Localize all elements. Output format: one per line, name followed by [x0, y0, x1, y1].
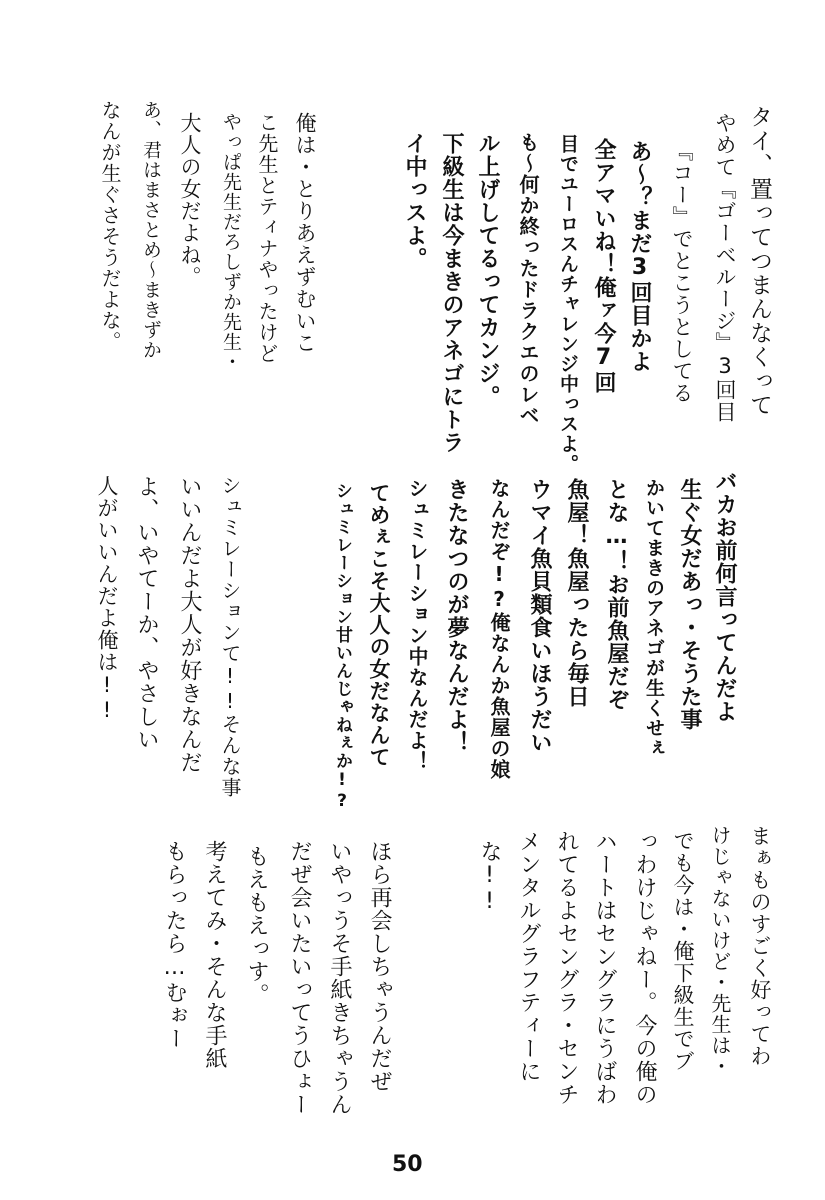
text-column: けじゃないけど・先生は・	[708, 825, 732, 1077]
text-column: も～何か終ったドラクエのレベ	[516, 132, 540, 426]
text-column: まぁものすごく好ってわ	[748, 825, 772, 1067]
text-column: なんだぞ!?俺なんか魚屋の娘	[487, 478, 511, 780]
text-column: 人がいいんだよ俺は!!	[95, 475, 119, 723]
text-column: てめぇこそ大人の女だなんて	[367, 482, 391, 768]
text-column: あ～？まだ3回目かよ	[627, 140, 652, 373]
text-column: な!!	[477, 840, 502, 915]
text-column: 考えてみ・そんな手紙	[202, 840, 227, 1070]
text-column: イ中っスよ。	[402, 132, 427, 270]
page-number: 50	[392, 1152, 423, 1177]
text-column: 全アマいね！俺ァ今7回	[591, 138, 616, 394]
text-column: 大人の女だよね。	[178, 112, 202, 288]
text-column: シュミレーション中なんだよ！	[405, 478, 429, 772]
text-column: もえもえっす。	[244, 845, 269, 1006]
text-column: ル上げしてるってカンジ。	[475, 132, 500, 408]
text-column: 生ぐ女だあっ・そうた事	[677, 478, 702, 731]
text-column: れてるよセングラ・センチ	[554, 830, 579, 1106]
text-column: シュミレーション甘いんじゃねぇか!?	[332, 482, 352, 812]
text-column: 俺は・とりあえずむいこ	[293, 112, 317, 354]
text-column: 魚屋！魚屋ったら毎日	[564, 478, 589, 708]
text-column: ほら再会しちゃうんだぜ	[367, 840, 392, 1093]
text-column: かいてまきのアネゴが生くせぇ	[643, 478, 665, 758]
text-column: ウマイ魚貝類食いほうだい	[527, 478, 552, 754]
text-column: やめて『ゴーベルージ』3回目	[713, 112, 737, 423]
text-column: きたなつのが夢なんだよ！	[444, 478, 469, 754]
text-column: でも今は・俺下級生でブ	[671, 830, 695, 1072]
text-column: だぜ会いたいってうひょー	[287, 840, 312, 1116]
text-column: ハートはセングラにうばわ	[592, 830, 617, 1106]
text-column: シュミレーションて!!そんな事	[218, 475, 242, 798]
text-column: やっぱ先生だろしずか先生・	[220, 112, 242, 372]
text-column: よ、いやてーか、やさしい	[134, 475, 159, 751]
text-column: いいんだよ大人が好きなんだ	[177, 475, 202, 774]
text-column: 下級生は今まきのアネゴにトラ	[439, 132, 464, 454]
text-column: なんが生ぐさそうだよな。	[98, 100, 122, 352]
text-column: 『コー』でとこうとしてる	[670, 140, 694, 404]
text-column: バカお前何言ってんだよ	[712, 470, 737, 723]
text-column: こ先生とティナやったけど	[255, 112, 279, 364]
text-column: タイ、置ってつまんなくって	[746, 105, 772, 417]
text-column: 目でユーロスんチャレンジ中っスよ。	[557, 134, 579, 474]
text-column: メンタルグラフティーに	[516, 830, 541, 1083]
text-column: いやっうそ手紙きちゃうん	[327, 840, 352, 1116]
text-column: あ、君はまさとめ～まきずか	[140, 100, 162, 360]
text-column: っわけじゃねー。今の俺の	[632, 830, 657, 1106]
text-column: とな…！お前魚屋だぞ	[604, 478, 629, 711]
text-column: もらったら…むぉー	[162, 840, 187, 1050]
